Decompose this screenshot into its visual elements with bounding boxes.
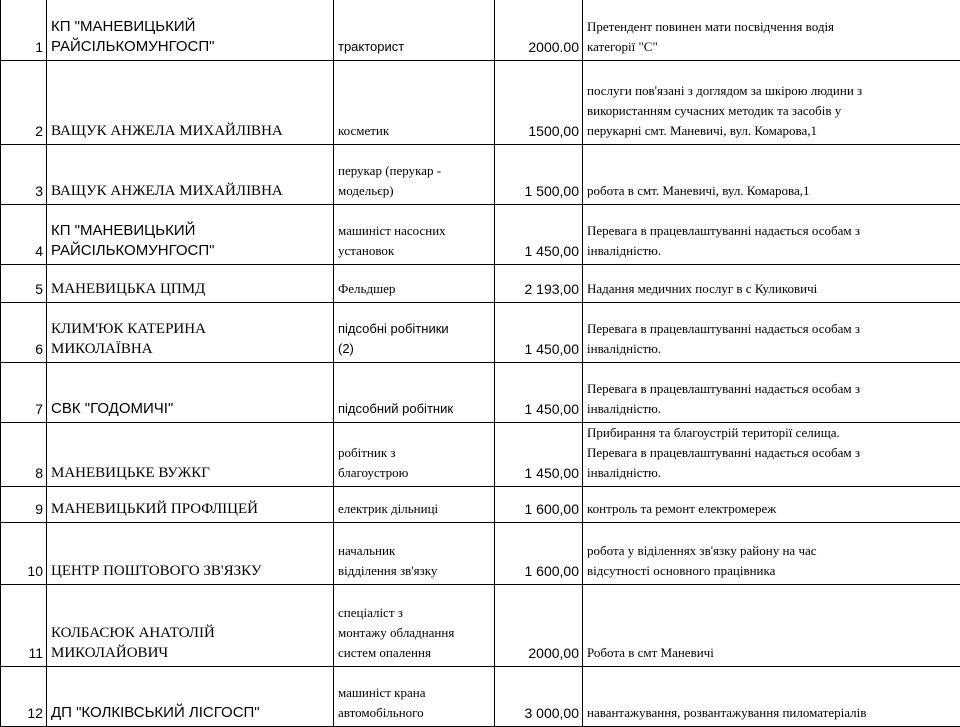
salary-cell: 2 193,00 [495,265,583,303]
note-cell [583,303,960,363]
salary-cell: 1 450,00 [495,205,583,265]
note-cell-line: інвалідністю. [587,463,960,483]
table-row [1,61,960,145]
employer-cell-line: МАНЕВИЦЬКИЙ ПРОФЛІЦЕЙ [51,499,330,519]
position-cell [334,265,495,303]
position-cell [334,61,495,145]
employer-cell-line: МИКОЛАЙОВИЧ [51,643,330,663]
salary-cell: 1 500,00 [495,145,583,205]
position-cell-line: систем опалення [338,643,491,663]
note-cell [583,205,960,265]
row-number-cell: 12 [1,667,47,727]
note-cell [583,363,960,423]
table-row [1,487,960,523]
table-row [1,205,960,265]
position-cell [334,487,495,523]
table-row [1,363,960,423]
employer-cell-line: МАНЕВИЦЬКЕ ВУЖКГ [51,463,330,483]
employer-cell-line: ВАЩУК АНЖЕЛА МИХАЙЛІВНА [51,181,330,201]
position-cell-line: підсобні робітники [338,319,491,339]
note-cell [583,523,960,585]
table-row [1,0,960,61]
position-cell [334,585,495,667]
employer-cell-line: ДП "КОЛКІВСЬКИЙ ЛІСГОСП" [51,703,330,723]
position-cell-line: робітник з [338,443,491,463]
employer-cell [47,0,334,61]
employer-cell-line: КЛИМ'ЮК КАТЕРИНА [51,319,330,339]
employer-cell-line: РАЙСІЛЬКОМУНГОСП" [51,241,330,261]
position-cell-line: машиніст насосних [338,221,491,241]
position-cell [334,667,495,727]
note-cell-line: робота в смт. Маневичі, вул. Комарова,1 [587,181,960,201]
note-cell-line: Надання медичних послуг в с Куликовичі [587,279,960,299]
salary-cell: 2000.00 [495,0,583,61]
employer-cell [47,145,334,205]
row-number-cell: 11 [1,585,47,667]
employer-cell-line: КП "МАНЕВИЦЬКИЙ [51,221,330,241]
position-cell-line: монтажу обладнання [338,623,491,643]
note-cell [583,61,960,145]
position-cell-line: відділення зв'язку [338,561,491,581]
salary-cell: 3 000,00 [495,667,583,727]
table-row [1,523,960,585]
employer-cell [47,303,334,363]
table-row [1,667,960,727]
table-row [1,303,960,363]
position-cell [334,363,495,423]
employer-cell-line: ЦЕНТР ПОШТОВОГО ЗВ'ЯЗКУ [51,561,330,581]
position-cell-line: (2) [338,339,491,359]
note-cell-line: Робота в смт Маневичі [587,643,960,663]
note-cell-line: Претендент повинен мати посвідчення водія [587,17,960,37]
position-cell-line: начальник [338,541,491,561]
employer-cell [47,205,334,265]
position-cell [334,303,495,363]
table-row [1,145,960,205]
employer-cell [47,363,334,423]
position-cell-line: благоустрою [338,463,491,483]
row-number-cell: 4 [1,205,47,265]
note-cell-line: навантажування, розвантажування пиломатеріалів [587,703,960,723]
row-number-cell: 5 [1,265,47,303]
note-cell [583,145,960,205]
note-cell [583,423,960,487]
position-cell-line: спеціаліст з [338,603,491,623]
note-cell-line: Прибирання та благоустрій території селища. [587,423,960,443]
position-cell-line: машиніст крана [338,683,491,703]
row-number-cell: 3 [1,145,47,205]
note-cell [583,667,960,727]
employer-cell-line: РАЙСІЛЬКОМУНГОСП" [51,37,330,57]
employer-cell [47,423,334,487]
employer-cell [47,667,334,727]
table-row [1,265,960,303]
position-cell-line: тракторист [338,37,491,57]
note-cell [583,585,960,667]
row-number-cell: 1 [1,0,47,61]
note-cell-line: відсутності основного працівника [587,561,960,581]
position-cell-line: підсобний робітник [338,399,491,419]
row-number-cell: 10 [1,523,47,585]
note-cell-line: інвалідністю. [587,399,960,419]
row-number-cell: 8 [1,423,47,487]
note-cell-line: використанням сучасних методик та засобів у [587,101,960,121]
row-number-cell: 7 [1,363,47,423]
position-cell [334,423,495,487]
table-row [1,423,960,487]
employer-cell-line: МАНЕВИЦЬКА ЦПМД [51,279,330,299]
note-cell-line: Перевага в працевлаштуванні надається особам з [587,443,960,463]
row-number-cell: 6 [1,303,47,363]
position-cell-line: модельєр) [338,181,491,201]
note-cell-line: перукарні смт. Маневичі, вул. Комарова,1 [587,121,960,141]
row-number-cell: 2 [1,61,47,145]
note-cell-line: Перевага в працевлаштуванні надається особам з [587,319,960,339]
note-cell-line: робота у віділеннях зв'язку району на час [587,541,960,561]
salary-cell: 1 600,00 [495,487,583,523]
note-cell-line: Перевага в працевлаштуванні надається особам з [587,221,960,241]
position-cell [334,205,495,265]
position-cell-line: косметик [338,121,491,141]
position-cell [334,0,495,61]
employer-cell [47,61,334,145]
salary-cell: 1500,00 [495,61,583,145]
employer-cell-line: ВАЩУК АНЖЕЛА МИХАЙЛІВНА [51,121,330,141]
note-cell-line: інвалідністю. [587,241,960,261]
salary-cell: 1 450,00 [495,423,583,487]
note-cell-line: інвалідністю. [587,339,960,359]
position-cell-line: установок [338,241,491,261]
employer-cell-line: КОЛБАСЮК АНАТОЛІЙ [51,623,330,643]
employer-cell-line: КП "МАНЕВИЦЬКИЙ [51,17,330,37]
salary-cell: 1 450,00 [495,303,583,363]
position-cell-line: електрик дільниці [338,499,491,519]
note-cell-line: контроль та ремонт електромереж [587,499,960,519]
note-cell [583,265,960,303]
note-cell [583,0,960,61]
salary-cell: 1 600,00 [495,523,583,585]
position-cell [334,523,495,585]
employer-cell [47,265,334,303]
position-cell-line: автомобільного [338,703,491,723]
position-cell [334,145,495,205]
row-number-cell: 9 [1,487,47,523]
employer-cell [47,487,334,523]
salary-cell: 1 450,00 [495,363,583,423]
vacancies-table-body [1,0,960,727]
position-cell-line: Фельдшер [338,279,491,299]
employer-cell-line: МИКОЛАЇВНА [51,339,330,359]
position-cell-line: перукар (перукар - [338,161,491,181]
note-cell-line: категорії "С" [587,37,960,57]
note-cell [583,487,960,523]
table-row [1,585,960,667]
note-cell-line: послуги пов'язані з доглядом за шкірою людини з [587,81,960,101]
salary-cell: 2000,00 [495,585,583,667]
note-cell-line: Перевага в працевлаштуванні надається особам з [587,379,960,399]
employer-cell [47,523,334,585]
employer-cell [47,585,334,667]
employer-cell-line: СВК "ГОДОМИЧІ" [51,399,330,419]
